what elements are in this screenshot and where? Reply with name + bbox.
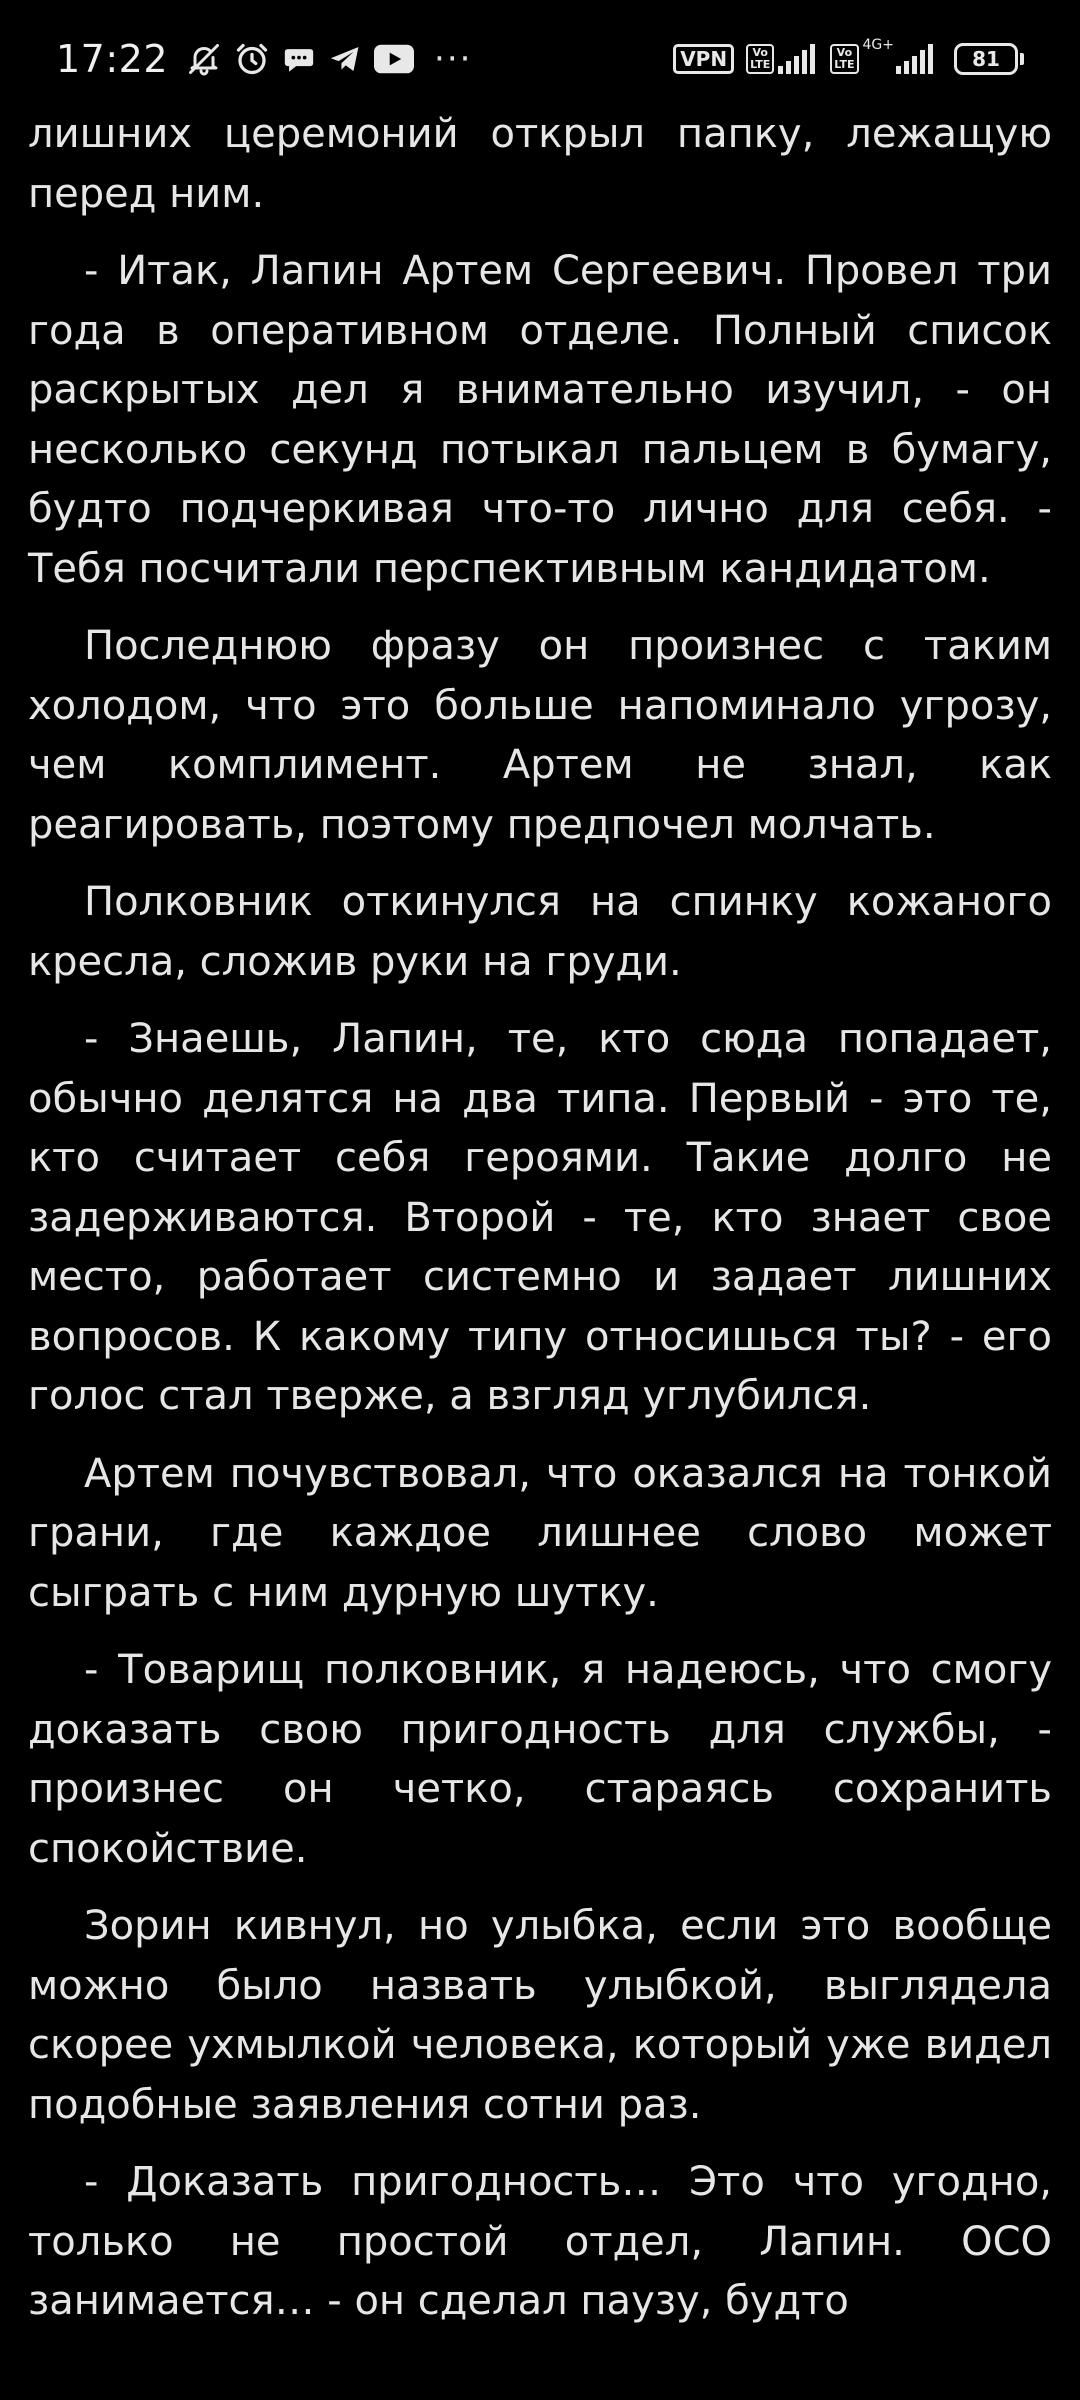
status-bar-right — [673, 37, 1024, 75]
chat-bubble-icon — [282, 42, 316, 76]
status-bar-left — [56, 37, 472, 81]
telegram-icon — [328, 42, 362, 76]
alarm-icon — [234, 41, 270, 77]
paragraph: Артем почувствовал, что оказался на тонкой грани, где каждое лишнее слово может сыграть с ним дурную шутку. — [28, 1450, 1052, 1616]
reader-page[interactable] — [28, 105, 1052, 2350]
status-bar — [0, 0, 1080, 118]
paragraph: - Итак, Лапин Артем Сергеевич. Провел три года в оперативном отделе. Полный список раскрытых дел я внимательно изучил, - он несколько секунд потыкал пальцем в бумагу, будто подчеркивая что-то лично для себя. - Тебя посчитали перспективным кандидатом. — [28, 248, 1052, 592]
bell-off-icon — [186, 41, 222, 77]
clock: 17:22 — [56, 37, 169, 81]
paragraph: - Знаешь, Лапин, те, кто сюда попадает, обычно делятся на два типа. Первый - это те, кто считает себя героями. Такие долго не задерживаются. Второй - те, кто знает свое место, работает системно и задает лишних вопросов. К какому типу относишься ты? - его голос стал тверже, а взгляд углубился. — [28, 1016, 1052, 1419]
network-type-label: 4G+ — [862, 37, 894, 53]
volte-badge-sim2: Vo LTE — [830, 44, 858, 74]
paragraph: Зорин кивнул, но улыбка, если это вообще можно было назвать улыбкой, выглядела скорее ухмылкой человека, который уже видел подобные заявления сотни раз. — [28, 1903, 1052, 2128]
paragraph: лишних церемоний открыл папку, лежащую перед ним. — [28, 111, 1052, 217]
paragraph: - Доказать пригодность… Это что угодно, только не простой отдел, Лапин. ОСО занимается… - он сделал паузу, будто — [28, 2159, 1052, 2324]
youtube-icon — [374, 43, 414, 75]
vpn-badge: VPN — [673, 44, 734, 74]
paragraph: Последнюю фразу он произнес с таким холодом, что это больше напоминало угрозу, чем комплимент. Артем не знал, как реагировать, поэтому предпочел молчать. — [28, 623, 1052, 848]
volte-badge-sim1: Vo LTE — [746, 44, 774, 74]
signal-strength-sim2-icon — [896, 44, 936, 74]
signal-strength-sim1-icon — [778, 44, 818, 74]
paragraph: Полковник откинулся на спинку кожаного кресла, сложив руки на груди. — [28, 879, 1052, 985]
paragraph: - Товарищ полковник, я надеюсь, что смогу доказать свою пригодность для службы, - произнес он четко, стараясь сохранить спокойствие. — [28, 1647, 1052, 1872]
more-notifications-indicator: ··· — [434, 39, 473, 79]
battery-level: 81 — [954, 43, 1018, 75]
battery-icon — [954, 43, 1024, 75]
